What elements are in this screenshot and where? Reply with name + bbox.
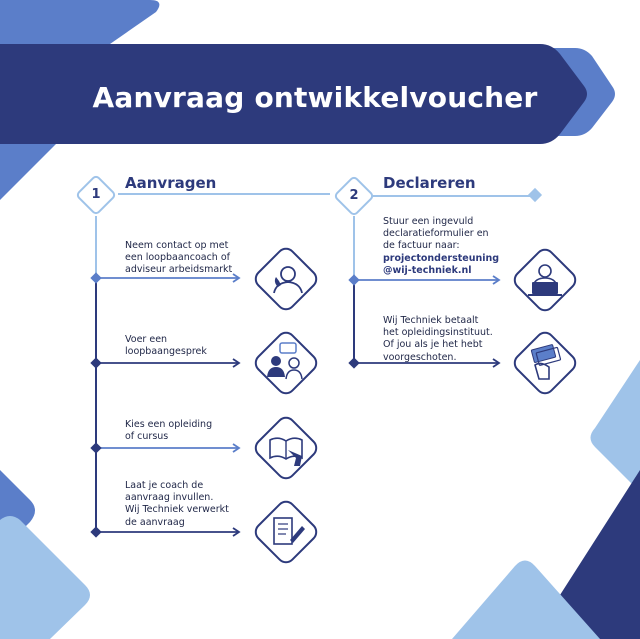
- decor-right-light: [591, 360, 640, 492]
- step-number-1: 1: [91, 187, 101, 202]
- decor-left-triangle: [0, 140, 60, 200]
- step-text: Kies een opleiding of cursus: [125, 419, 213, 443]
- step-text: Stuur een ingevuld declaratieformulier en de factuur naar:: [383, 216, 489, 252]
- money-hand-icon: [511, 329, 579, 397]
- laptop-user-icon: [511, 246, 579, 314]
- page-title: Aanvraag ontwikkelvoucher: [92, 81, 538, 114]
- step-text: Voer een loopbaangesprek: [125, 334, 207, 358]
- section-heading-declareren: Declareren: [383, 174, 476, 192]
- step-number-2: 2: [349, 188, 359, 203]
- email-link[interactable]: projectondersteuning @wij-techniek.nl: [383, 253, 500, 277]
- phone-person-icon: [252, 245, 320, 313]
- step-text: Laat je coach de aanvraag invullen. Wij Techniek verwerkt de aanvraag: [125, 480, 229, 528]
- section-heading-aanvragen: Aanvragen: [125, 174, 217, 192]
- section2-line-end-diamond: [528, 188, 542, 202]
- conversation-icon: [252, 329, 320, 397]
- decor-bottom-left-2: [0, 516, 90, 639]
- step-text: Neem contact op met een loopbaancoach of adviseur arbeidsmarkt: [125, 240, 233, 276]
- step-text: Wij Techniek betaalt het opleidingsinstituut. Of jou als je het hebt voorgeschoten.: [383, 315, 493, 363]
- book-pointing-icon: [252, 414, 320, 482]
- form-writing-icon: [252, 498, 320, 566]
- decor-top-left: [0, 0, 159, 44]
